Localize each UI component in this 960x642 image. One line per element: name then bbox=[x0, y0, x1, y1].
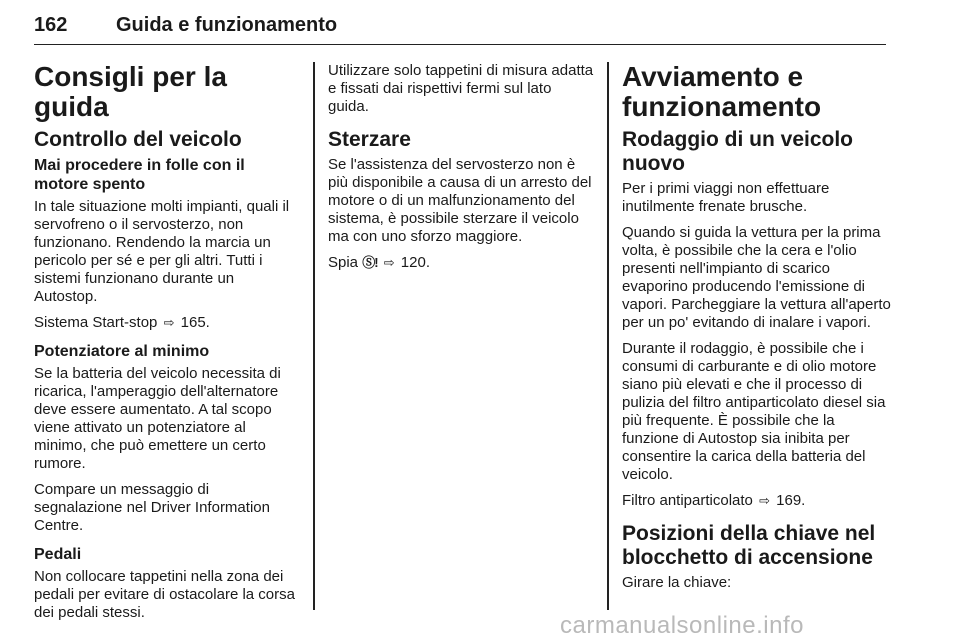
section-title: Posizioni della chiave nel blocchetto di accensione bbox=[622, 522, 876, 569]
paragraph: Compare un messaggio di segnalazione nel Driver Information Centre. bbox=[34, 481, 270, 534]
arrow-right-icon: ⇨ bbox=[759, 493, 770, 508]
section-title: Controllo del veicolo bbox=[34, 128, 242, 151]
running-title: Guida e funzionamento bbox=[116, 14, 338, 36]
reference-text: Sistema Start-stop bbox=[34, 314, 158, 331]
column-divider bbox=[607, 62, 609, 610]
arrow-right-icon: ⇨ bbox=[383, 255, 395, 270]
steering-warning-icon: Ⓢ! bbox=[362, 255, 378, 270]
column-divider bbox=[313, 62, 315, 610]
reference-page: 165. bbox=[180, 314, 210, 331]
subsection-title: Pedali bbox=[34, 546, 82, 563]
section-title: Sterzare bbox=[328, 128, 411, 151]
column-right bbox=[622, 62, 892, 600]
paragraph: In tale situazione molti impianti, quali il servofreno o il servosterzo, non funzionano. Rendendo la marcia un pericolo per sé e per gli altri. Tutti i sistemi funzionano durante un Autostop. bbox=[34, 198, 290, 305]
reference-page: 169. bbox=[776, 492, 806, 509]
page-number: 162 bbox=[34, 14, 68, 36]
cross-reference[interactable] bbox=[34, 314, 300, 332]
paragraph: Se l'assistenza del servosterzo non è più disponibile a causa di un arresto del motore o di un malfunzionamento del sistema, è possibile sterzare il veicolo ma con uno sforzo maggiore. bbox=[328, 156, 592, 245]
paragraph: Durante il rodaggio, è possibile che i consumi di carburante e di olio motore siano più elevati e che il processo di pulizia del filtro antiparticolato diesel sia più frequente. È possibile che la funzione di Autostop sia inibita per consentire la carica della batteria del veicolo. bbox=[622, 340, 886, 483]
reference-page: 120. bbox=[400, 254, 430, 271]
paragraph: Girare la chiave: bbox=[622, 574, 732, 591]
subsection-title: Potenziatore al minimo bbox=[34, 343, 210, 360]
subsection-title: Mai procedere in folle con il motore spento bbox=[34, 157, 245, 193]
paragraph: Utilizzare solo tappetini di misura adatta e fissati dai rispettivi fermi sul lato guida. bbox=[328, 62, 594, 115]
paragraph: Non collocare tappetini nella zona dei pedali per evitare di ostacolare la corsa dei pedali stessi. bbox=[34, 568, 295, 621]
chapter-title: Consigli per la guida bbox=[34, 61, 227, 122]
reference-text: Filtro antiparticolato bbox=[622, 492, 753, 509]
cross-reference[interactable] bbox=[622, 492, 892, 510]
arrow-right-icon: ⇨ bbox=[163, 315, 175, 330]
page-header bbox=[34, 6, 886, 45]
chapter-title: Avviamento e funzionamento bbox=[622, 61, 822, 122]
cross-reference[interactable] bbox=[328, 254, 594, 272]
paragraph: Se la batteria del veicolo necessita di ricarica, l'amperaggio dell'alternatore deve essere aumentato. A tal scopo viene attivato un potenziatore al minimo, che può emettere un certo rumore. bbox=[34, 365, 281, 472]
column-left bbox=[34, 62, 300, 630]
paragraph: Per i primi viaggi non effettuare inutilmente frenate brusche. bbox=[622, 180, 830, 215]
paragraph: Quando si guida la vettura per la prima volta, è possibile che la cera e l'olio presenti nell'impianto di scarico evaporino producendo l'emissione di vapori. Parcheggiare la vettura all'aperto per un po' evitando di inalare i vapori. bbox=[622, 224, 891, 331]
section-title: Rodaggio di un veicolo nuovo bbox=[622, 128, 853, 175]
column-middle bbox=[328, 62, 594, 280]
reference-text: Spia bbox=[328, 254, 359, 271]
watermark: carmanualsonline.info bbox=[560, 612, 804, 639]
